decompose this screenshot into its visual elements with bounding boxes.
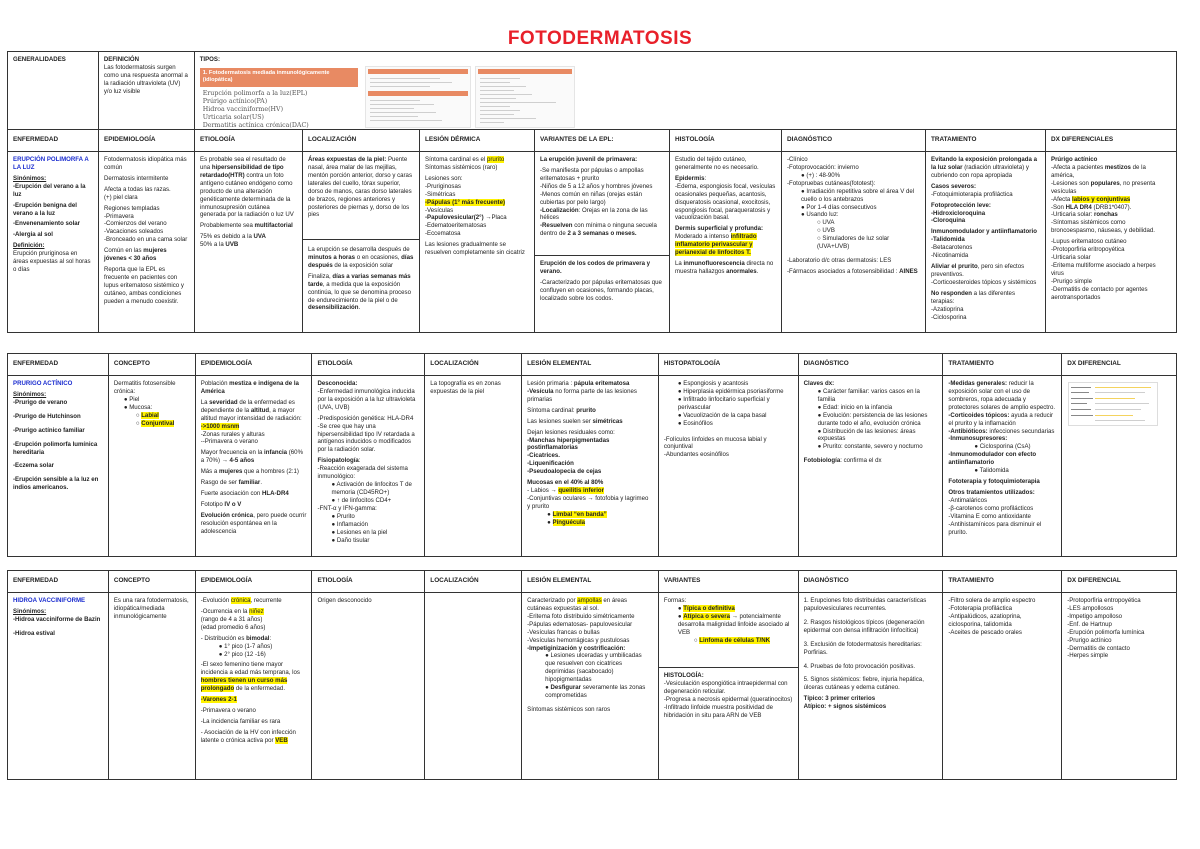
histologia-cell bbox=[670, 152, 782, 332]
text-line: Lesiones son: -Pruriginosas -Simétricas bbox=[425, 174, 463, 198]
text-line: -La incidencia familiar es rara bbox=[200, 717, 281, 725]
bullet-item: ● Prurito bbox=[331, 512, 355, 520]
column-header: ENFERMEDAD bbox=[8, 354, 109, 375]
text-line: Síntoma cardinal: prurito bbox=[527, 406, 596, 414]
synonyms-label: Sinónimos: bbox=[13, 607, 47, 615]
disease-name: ERUPCIÓN POLIMORFA A LA LUZ bbox=[13, 156, 89, 171]
text-line: Finaliza, días a varias semanas más tarde, a medida que la exposición continúa, lo que se denomina proceso de endurecimiento de la piel o de desensibilización. bbox=[308, 272, 411, 312]
text-line: Atípico: + signos sistémicos bbox=[803, 703, 887, 711]
text-line: Fisiopatología: -Reacción exagerada del sistema inmunológico: bbox=[317, 457, 408, 481]
text-line: Fototerapia y fotoquimioterapia bbox=[948, 478, 1040, 486]
text-line: 2. Rasgos histológicos típicos (degeneración epidermal con densa infiltración linfocítica) bbox=[803, 618, 925, 634]
epidemiologia-cell bbox=[196, 376, 313, 556]
lesion-cell bbox=[522, 376, 659, 556]
text-line: -Afecta a pacientes mestizos de la américa, bbox=[1051, 163, 1146, 179]
text-line: Fototipo IV o V bbox=[200, 500, 242, 508]
disease-name: PRURIGO ACTÍNICO bbox=[13, 380, 73, 387]
text-line: Caracterizado por ampollas en áreas cutáneas expuestas al sol. bbox=[527, 597, 628, 612]
definition-label: Definición: bbox=[13, 242, 45, 250]
column-header: HISTOPATOLOGÍA bbox=[659, 354, 799, 375]
text-line: -Clínico -Fotoprovocación: invierno bbox=[787, 156, 859, 171]
column-header: VARIANTES bbox=[659, 571, 799, 592]
text-line: Evolución crónica, pero puede ocurrir resolución espontánea en la adolescencia bbox=[200, 511, 307, 535]
bullet-item: ● Hiperplasia epidérmica psoriasiforme bbox=[677, 387, 784, 395]
column-header: TRATAMIENTO bbox=[943, 354, 1062, 375]
text-line: La inmunofluorescencia directa no muestra hallazgos anormales. bbox=[675, 260, 774, 275]
synonym: -Alergia al sol bbox=[13, 231, 53, 239]
dx-diferencial-cell bbox=[1062, 593, 1176, 779]
bullet-item: ● Típica o definitiva bbox=[677, 604, 735, 612]
text-line: Desconocida: bbox=[317, 380, 358, 387]
tipo-line: Urticaria solar(US) bbox=[202, 113, 264, 121]
text-line: -Antimaláricos -β-carotenos como profilácticos -Vitamina E como antioxidante -Antihistamínicos para disminuir el prurito. bbox=[948, 496, 1042, 536]
highlighted-text: -Pápulas (1° más frecuente) bbox=[425, 198, 505, 206]
text-line: -Localización: Orejas en la zona de las hélices bbox=[540, 206, 648, 222]
table-row bbox=[8, 593, 1176, 779]
text-line: La topografía es en zonas expuestas de la piel bbox=[430, 380, 501, 395]
definicion-cell bbox=[99, 52, 195, 129]
text-line: Fotobiología: confirma el dx bbox=[803, 457, 882, 465]
column-header: LOCALIZACIÓN bbox=[425, 354, 522, 375]
sub-bullet-item: ○ Labial bbox=[135, 411, 159, 419]
variantes-cell bbox=[535, 152, 670, 332]
text-line: HISTOLOGÍA: bbox=[663, 672, 704, 679]
sub-bullet-item: ○ Linfoma de células T/NK bbox=[693, 636, 771, 644]
text-line: - Distribución es bimodal: bbox=[200, 634, 272, 642]
tipos-cell bbox=[195, 52, 1176, 129]
text-line: -Se manifiesta por pápulas o ampollas eritematosas + prurito -Niños de 5 a 12 años y hombres jóvenes -Menos común en niñas (orejas están cubiertas por pelo largo) bbox=[540, 166, 653, 206]
bullet-item: ● Eosinófilos bbox=[677, 419, 713, 427]
sub-bullet-item: ○ Simuladores de luz solar (UVA+UVB) bbox=[817, 235, 890, 251]
highlighted-text: ->1000 msnm bbox=[200, 422, 240, 430]
text-line: -Inmunosupresores: bbox=[948, 435, 1008, 443]
text-line: Dermis superficial y profunda: Moderado a intenso infiltrado inflamatorio perivascular y perianexial de linfocitos T. bbox=[675, 225, 764, 257]
text-line: Síntomas sistémicos (raro) bbox=[425, 163, 498, 171]
synonym: -Prurigo actínico familiar bbox=[13, 426, 85, 434]
text-line: Rasgo de ser familiar. bbox=[200, 479, 263, 487]
text-line: Casos severos: bbox=[931, 182, 977, 190]
sub-bullet-item: ○ UVB bbox=[817, 227, 835, 235]
table-header-row bbox=[8, 354, 1176, 376]
column-header: VARIANTES DE LA EPL: bbox=[535, 130, 670, 151]
text-line: Mucosas en el 40% al 80% bbox=[527, 479, 604, 487]
text-line: -Corticoides tópicos: ayuda a reducir el prurito y la inflamación bbox=[948, 411, 1054, 427]
bullet-item: ● Edad: inicio en la infancia bbox=[817, 403, 893, 411]
column-header: ETIOLOGÍA bbox=[312, 571, 425, 592]
bullet-item: ● Talidomida bbox=[974, 467, 1009, 475]
disease-name: HIDROA VACCINIFORME bbox=[13, 597, 86, 604]
text-line: -Conjuntivas oculares → fotofobia y lagrimeo y prurito bbox=[527, 494, 649, 510]
text-line: -Urticaria solar: ronchas bbox=[1051, 211, 1118, 219]
text-line: Otros tratamientos utilizados: bbox=[948, 488, 1035, 496]
text-line: -Edematoeritematosas -Eccematosa bbox=[425, 222, 487, 238]
column-header: DX DIFERENCIALES bbox=[1051, 136, 1114, 144]
text-line: Claves dx: bbox=[803, 380, 835, 387]
column-header: DX DIFERENCIAL bbox=[1067, 577, 1121, 585]
text-line: -Laboratorio d/c otras dermatosis: LES bbox=[787, 257, 892, 265]
text-line: La erupción se desarrolla después de minutos a horas o en ocasiones, días después de la exposición solar bbox=[308, 246, 414, 269]
text-line: -Lupus eritematoso cutáneo -Protoporfiria eritropoyética -Urticaria solar -Eritema multiforme asociado a herpes virus -Prurigo simple -Dermatitis de contacto por agentes aerotransportados bbox=[1051, 238, 1156, 301]
bullet-item: ● Infiltrado linfocitario superficial y perivascular bbox=[677, 395, 770, 411]
bullet-item: ● Distribución de las lesiones: áreas expuestas bbox=[817, 427, 916, 443]
table-header-row bbox=[8, 571, 1176, 593]
tipos-thumbnail bbox=[475, 66, 575, 128]
text-line: -Zonas rurales y alturas --Primavera o verano bbox=[200, 430, 265, 446]
text-line: 5. Signos sistémicos: fiebre, injuria hepática, úlceras cutáneas y edema cutáneo. bbox=[803, 676, 924, 692]
text-line: - Labios → queilitis inferior bbox=[527, 487, 605, 495]
bullet-item: ● Vacuolización de la capa basal bbox=[677, 411, 767, 419]
text-line: 4. Pruebas de foto provocación positivas. bbox=[803, 662, 916, 670]
lesion-cell bbox=[522, 593, 659, 779]
text-line: -Fotoquimioterapia profiláctica bbox=[931, 190, 1013, 198]
synonym: -Erupción benigna del verano a la luz bbox=[13, 201, 77, 217]
tipo-line: Prúrigo actínico(PA) bbox=[202, 97, 268, 105]
text-line: Formas: bbox=[663, 597, 687, 604]
text-line: Reporta que la EPL es frecuente en pacientes con lupus eritematoso sistémico y cutáneo, ambas condiciones pueden a menudo coexistir. bbox=[104, 266, 184, 305]
bullet-item: ● Daño tisular bbox=[331, 536, 370, 544]
text-line: -Caracterizado por pápulas eritematosas que confluyen en ocasiones, formando placas, localizado sobre los codos. bbox=[540, 278, 662, 302]
text-line: Regiones templadas -Primavera -Comienzos del verano -Vacaciones soleados -Bronceado en una cama solar bbox=[104, 204, 188, 244]
tipos-thumbnail bbox=[365, 66, 471, 128]
definition-text: Erupción pruriginosa en áreas expuestas al sol horas o días bbox=[13, 250, 91, 274]
text-line: -Eritema foto distribuido simétricamente -Pápulas edematosas- papulovesicular -Vesículas francas o bullas -Vesículas hemorrágicas y pustulosas bbox=[527, 612, 635, 644]
column-header: CONCEPTO bbox=[109, 571, 196, 592]
diagnostico-cell bbox=[799, 376, 944, 556]
text-line: 1. Erupciones foto distribuidas características papulovesiculares recurrentes. bbox=[803, 597, 927, 612]
text-line: -Manchas hiperpigmentadas postinflamatorias -Cicatrices. -Liquenificación -Pseudoalopecia de cejas bbox=[527, 436, 610, 476]
column-header: LOCALIZACIÓN bbox=[425, 571, 522, 592]
text-line: Origen desconocido bbox=[317, 597, 372, 604]
section-epl-table bbox=[7, 51, 1177, 333]
text-line: Dejan lesiones residuales como: bbox=[527, 428, 615, 436]
column-header: EPIDEMIOLOGÍA bbox=[99, 130, 195, 151]
text-line: 3. Exclusión de fotodermatosis hereditarias: Porfirias. bbox=[803, 640, 922, 656]
text-line: Mayor frecuencia en la infancia (60% a 70%) → 4-5 años bbox=[200, 449, 303, 465]
text-line: -Hidroxicloroquina -Cloroquina bbox=[931, 209, 986, 225]
tipo-line: Erupción polimorfa a la luz(EPL) bbox=[202, 89, 308, 97]
text-line: Más a mujeres que a hombres (2:1) bbox=[200, 468, 299, 476]
bullet-item: ● Pinguécula bbox=[547, 518, 586, 526]
dx-diferencial-cell bbox=[1062, 376, 1176, 556]
column-header: ENFERMEDAD bbox=[8, 571, 109, 592]
bullet-item: ● Ciclosporina (CsA) bbox=[974, 443, 1031, 451]
column-header: HISTOLOGÍA bbox=[670, 130, 782, 151]
bullet-item: ● Lesiones ulceradas y umbilicadas que resuelven con cicatrices deprimidas (sacabocado) hipopigmentadas bbox=[545, 652, 642, 684]
text-line: Lesión primaria : pápula eritematosa bbox=[527, 380, 630, 387]
highlighted-text: -Varones 2-1 bbox=[200, 696, 237, 704]
synonym: -Hidroa vacciniforme de Bazin bbox=[13, 615, 101, 623]
text-line: -Primavera o verano bbox=[200, 707, 256, 715]
column-header: LESIÓN ELEMENTAL bbox=[522, 354, 659, 375]
text-line: -Papulovesicular(2°) →Placa bbox=[425, 214, 507, 222]
text-line: No responden a las diferentes terapias: -Azatioprina -Ciclosporina bbox=[931, 289, 1015, 321]
localizacion-cell bbox=[303, 152, 420, 332]
text-line: Población mestiza e indígena de la América bbox=[200, 380, 299, 395]
text-line: Común en las mujeres jóvenes < 30 años bbox=[104, 247, 167, 263]
section-hidroa-table bbox=[7, 570, 1177, 780]
text-line: Estudio del tejido cutáneo, generalmente no es necesario. bbox=[675, 156, 759, 171]
variantes-cell bbox=[659, 593, 799, 779]
synonym: -Prurigo de Hutchinson bbox=[13, 412, 81, 420]
text-line: Inmunomodulador y antiinflamatorio bbox=[931, 228, 1037, 236]
text-line: Síntoma cardinal es el prurito bbox=[425, 156, 505, 163]
column-header: CONCEPTO bbox=[109, 354, 196, 375]
table-row bbox=[8, 376, 1176, 556]
column-header: ETIOLOGÍA bbox=[312, 354, 425, 375]
bullet-item: ● Por 1-4 días consecutivos bbox=[801, 203, 877, 211]
bullet-item: ● Limbal “en banda” bbox=[547, 510, 607, 518]
text-line: -Betacarotenos -Nicotinamida bbox=[931, 244, 973, 260]
text-line: -El sexo femenino tiene mayor incidencia a edad más temprana, los hombres tienen un curso más prolongado de la enfermedad. bbox=[200, 661, 300, 693]
text-line: -Protoporfiria entropoyética -LES ampollosos -Impetigo ampolloso -Enf. de Hartnup -Erupción polimorfa lumínica -Prurigo actínico -Dermatitis de contacto -Herpes simple bbox=[1067, 597, 1145, 660]
diagnostico-cell bbox=[782, 152, 926, 332]
concepto-cell bbox=[109, 593, 196, 779]
diagnostico-cell bbox=[799, 593, 944, 779]
bullet-item: ● Mucosa: bbox=[123, 403, 153, 411]
column-header: ETIOLOGÍA bbox=[195, 130, 303, 151]
enfermedad-cell bbox=[8, 593, 109, 779]
bullet-item: ● Prurito: constante, severo y nocturno bbox=[817, 443, 923, 451]
bullet-item: ● Espongiosis y acantosis bbox=[677, 380, 749, 387]
text-line: Áreas expuestas de la piel: Puente nasal, área malar de las mejillas, mentón porción anterior, dorso y caras laterales del cuello, tórax superior, dorso de manos, caras dorso laterales de brazos, regiones anteriores y posteriores de piernas y, dorso de los pies bbox=[308, 156, 412, 219]
text-line: Epidermis: -Edema, espongiosis focal, vesículas ocasionales pequeñas, acantosis, disqueratosis ocasional, exocitosis, espongiosis focal, paraqueratosis y vacuolización basal. bbox=[675, 174, 776, 222]
bullet-item: ● Desfigurar severamente las zonas comprometidas bbox=[545, 684, 646, 700]
synonym: -Envenenamiento solar bbox=[13, 220, 81, 228]
tipo-line: Hidroa vacciniforme(HV) bbox=[202, 105, 284, 113]
dx-diferenciales-cell bbox=[1046, 152, 1168, 332]
synonym: -Erupción del verano a la luz bbox=[13, 182, 86, 198]
text-line: -Folículos linfoides en mucosa labial y conjuntival -Abundantes eosinófilos bbox=[663, 435, 767, 459]
text-line: - Asociación de la HV con infección latente o crónica activa por VEB bbox=[200, 728, 296, 744]
text-line: Evitando la exposición prolongada a la luz solar (radiación ultravioleta) y cubriendo con ropa apropiada bbox=[931, 156, 1037, 179]
tratamiento-cell bbox=[943, 593, 1062, 779]
text-line: -Predisposición genética: HLA-DR4 -Se cree que hay una hipersensibilidad tipo IV retardada a antígenos inducidos o modificados por la radiación solar. bbox=[317, 414, 415, 454]
bullet-item: ● Evolución: persistencia de las lesiones durante todo el año, evolución crónica bbox=[817, 411, 928, 427]
text-line: Prúrigo actínico bbox=[1051, 156, 1098, 163]
bullet-item: ● Activación de linfocitos T de memoria (CD45RO+) bbox=[331, 481, 412, 496]
text-line: -Afecta labios y conjuntivas bbox=[1051, 195, 1131, 203]
bullet-item: ● Atípica o severa → potencialmente desarrolla malignidad linfoide asociado al VEB bbox=[677, 612, 790, 636]
text-line: Típico: 3 primer criterios bbox=[803, 695, 876, 703]
epidemiologia-cell bbox=[196, 593, 313, 779]
tratamiento-cell bbox=[926, 152, 1046, 332]
bullet-item: ● ↑ de linfocitos CD4+ bbox=[331, 496, 392, 504]
bullet-item: ● 2° pico (12 -16) bbox=[218, 650, 266, 658]
sub-bullet-item: ○ UVA bbox=[817, 219, 835, 227]
synonym: -Prurigo de verano bbox=[13, 398, 68, 406]
column-header: DIAGNÓSTICO bbox=[782, 130, 926, 151]
bullet-item: ● Usando luz: bbox=[801, 211, 839, 219]
text-line: -Medidas generales: reducir la exposición solar con el uso de sombreros, ropa adecuada y protectores solares de amplio espectro. bbox=[948, 380, 1056, 411]
tipos-label: TIPOS: bbox=[199, 56, 221, 63]
synonyms-label: Sinónimos: bbox=[13, 390, 47, 398]
synonym: -Hidroa estival bbox=[13, 629, 55, 637]
text-line: Aliviar el prurito, pero sin efectos preventivos. -Corticoesteroides tópicos y sistémicos bbox=[931, 263, 1037, 286]
column-header: EPIDEMIOLOGÍA bbox=[196, 571, 313, 592]
column-header: ENFERMEDAD bbox=[8, 130, 99, 151]
text-line: -Son HLA DR4 (DRB1*0407). bbox=[1051, 203, 1132, 211]
text-line: Es una rara fotodermatosis, idiopática/mediada inmunológicamente bbox=[113, 597, 189, 620]
tratamiento-cell bbox=[943, 376, 1062, 556]
synonym: -Eczema solar bbox=[13, 462, 54, 470]
page-title: FOTODERMATOSIS bbox=[507, 28, 693, 49]
table-header-row bbox=[8, 130, 1176, 152]
text-line: -Antibióticos: infecciones secundarias bbox=[948, 427, 1055, 435]
text-line: -FNT-α y IFN-gamma: bbox=[317, 504, 377, 512]
sub-bullet-item: ○ Conjuntival bbox=[135, 419, 175, 427]
enfermedad-cell bbox=[8, 152, 99, 332]
column-header: DIAGNÓSTICO bbox=[799, 571, 944, 592]
text-line: -Vesículas bbox=[425, 206, 454, 214]
concepto-cell bbox=[109, 376, 196, 556]
text-line: -Enfermedad inmunológica inducida por la exposición a la luz ultravioleta (UVA, UVB) bbox=[317, 387, 416, 411]
histopatologia-cell bbox=[659, 376, 799, 556]
localizacion-cell bbox=[425, 593, 522, 779]
definicion-label: DEFINICIÓN bbox=[103, 56, 140, 63]
text-line: Las lesiones gradualmente se resuelven completamente sin cicatriz bbox=[425, 241, 525, 257]
text-line: -Vesiculación espongiótica intraepidermal con degeneración reticular. -Progresa a necrosis epidermal (queratinocitos) -Infiltrado linfoide muestra positividad de hibridación in situ para ARN de VEB bbox=[663, 679, 793, 719]
text-line: -Vesícula no forma parte de las lesiones primarias bbox=[527, 387, 637, 403]
column-header: LESIÓN DÉRMICA bbox=[420, 130, 535, 151]
bullet-item: ● Lesiones en la piel bbox=[331, 528, 388, 536]
column-header: TRATAMIENTO bbox=[926, 130, 1046, 151]
bullet-item: ● Inflamación bbox=[331, 520, 369, 528]
column-header: DIAGNÓSTICO bbox=[799, 354, 944, 375]
text-line: -Lesiones son populares, no presenta vesículas bbox=[1051, 179, 1156, 195]
text-line: Síntomas sistémicos son raros bbox=[527, 705, 611, 713]
text-line: -Talidomida bbox=[931, 236, 965, 244]
text-line: La severidad de la enfermedad es dependiente de la altitud, a mayor altitud mayor intensidad de radiación: bbox=[200, 398, 302, 422]
text-line: 50% a la UVB bbox=[200, 241, 239, 249]
dx-thumbnail bbox=[1068, 382, 1158, 426]
synonym: -Erupción sensible a la luz en indios americanos. bbox=[13, 476, 99, 492]
text-line: -Evolución crónica, recurrente bbox=[200, 597, 282, 604]
text-line: Es probable sea el resultado de una hipersensibilidad de tipo retardado(HTR) contra un foto antígeno cutáneo endógeno como producto de una alteración genéticamente determinada de la inmunosupresión cutánea generada por la radiación o luz UV bbox=[200, 156, 294, 219]
lesion-cell bbox=[420, 152, 535, 332]
synonym: -Erupción polimorfa lumínica hereditaria bbox=[13, 440, 98, 456]
text-line: -Fármacos asociados a fotosensibilidad : AINES bbox=[787, 267, 918, 275]
table-row bbox=[8, 152, 1176, 332]
bullet-item: ● Carácter familiar: varios casos en la familia bbox=[817, 387, 920, 403]
text-line: Dermatosis intermitente bbox=[104, 174, 169, 182]
text-line: Dermatitis fotosensible crónica: bbox=[113, 380, 176, 395]
bullet-item: ● Piel bbox=[123, 395, 140, 403]
column-header: LESIÓN ELEMENTAL bbox=[522, 571, 659, 592]
variant-title: Erupción de los codos de primavera y verano. bbox=[540, 260, 651, 275]
text-line: -Inmunomodulador con efecto antiinflamatorio bbox=[948, 451, 1037, 467]
section-prurigo-table bbox=[7, 353, 1177, 557]
variant-title: La erupción juvenil de primavera: bbox=[540, 156, 638, 163]
text-line: -Ocurrencia en la niñez (rango de 4 a 31 años) (edad promedio 6 años) bbox=[200, 607, 266, 631]
text-line: Fotoprotección leve: bbox=[931, 201, 991, 209]
text-line: Afecta a todas las razas. (+) piel clara bbox=[104, 185, 171, 201]
bullet-item: ● (+) : 48-90% bbox=[801, 171, 841, 179]
text-line: -Resuelven con mínima o ninguna secuela dentro de 2 a 3 semanas o meses. bbox=[540, 222, 657, 238]
text-line: Fuerte asociación con HLA-DR4 bbox=[200, 490, 289, 498]
text-line: -Síntomas sistémicos como broncoespasmo, náuseas, y debilidad. bbox=[1051, 219, 1155, 235]
generalidades-label: GENERALIDADES bbox=[8, 52, 99, 129]
bullet-item: ● Irradiación repetitiva sobre el área V del cuello o los antebrazos bbox=[801, 187, 915, 203]
localizacion-cell bbox=[425, 376, 522, 556]
text-line: 75% es debido a la UVA bbox=[200, 233, 266, 241]
text-line: -Filtro solera de amplio espectro -Fototerapia profiláctica -Antipalúdicos, azatioprina, ciclosporina, talidomida -Aceites de pescado orales bbox=[948, 597, 1036, 636]
etiologia-cell bbox=[312, 376, 425, 556]
synonyms-label: Sinónimos: bbox=[13, 174, 47, 182]
text-line: Probablemente sea multifactorial bbox=[200, 222, 293, 230]
etiologia-cell bbox=[312, 593, 425, 779]
etiologia-cell bbox=[195, 152, 303, 332]
column-header: LOCALIZACIÓN bbox=[303, 130, 420, 151]
enfermedad-cell bbox=[8, 376, 109, 556]
epidemiologia-cell bbox=[99, 152, 195, 332]
column-header: EPIDEMIOLOGÍA bbox=[196, 354, 313, 375]
tipos-image bbox=[200, 68, 358, 129]
tipo-line: Dermatitis actínica crónica(DAC) bbox=[202, 121, 309, 129]
text-line: Las lesiones suelen ser simétricas bbox=[527, 417, 623, 425]
column-header: TRATAMIENTO bbox=[943, 571, 1062, 592]
text-line: Fotodermatosis idiopática más común bbox=[104, 156, 187, 171]
text-line: -Fotopruebas cutáneas(fototest): bbox=[787, 179, 876, 187]
tipos-image-header: 1. Fotodermatosis mediada inmunológicamente (idiopática) bbox=[200, 68, 358, 87]
text-line: -Impetiginización y costrificación: bbox=[527, 644, 626, 652]
definicion-text: Las fotodermatosis surgen como una respuesta anormal a la radiación ultravioleta (UV) y/o luz visible bbox=[103, 63, 188, 95]
bullet-item: ● 1° pico (1-7 años) bbox=[218, 642, 273, 650]
column-header: DX DIFERENCIAL bbox=[1067, 360, 1121, 368]
